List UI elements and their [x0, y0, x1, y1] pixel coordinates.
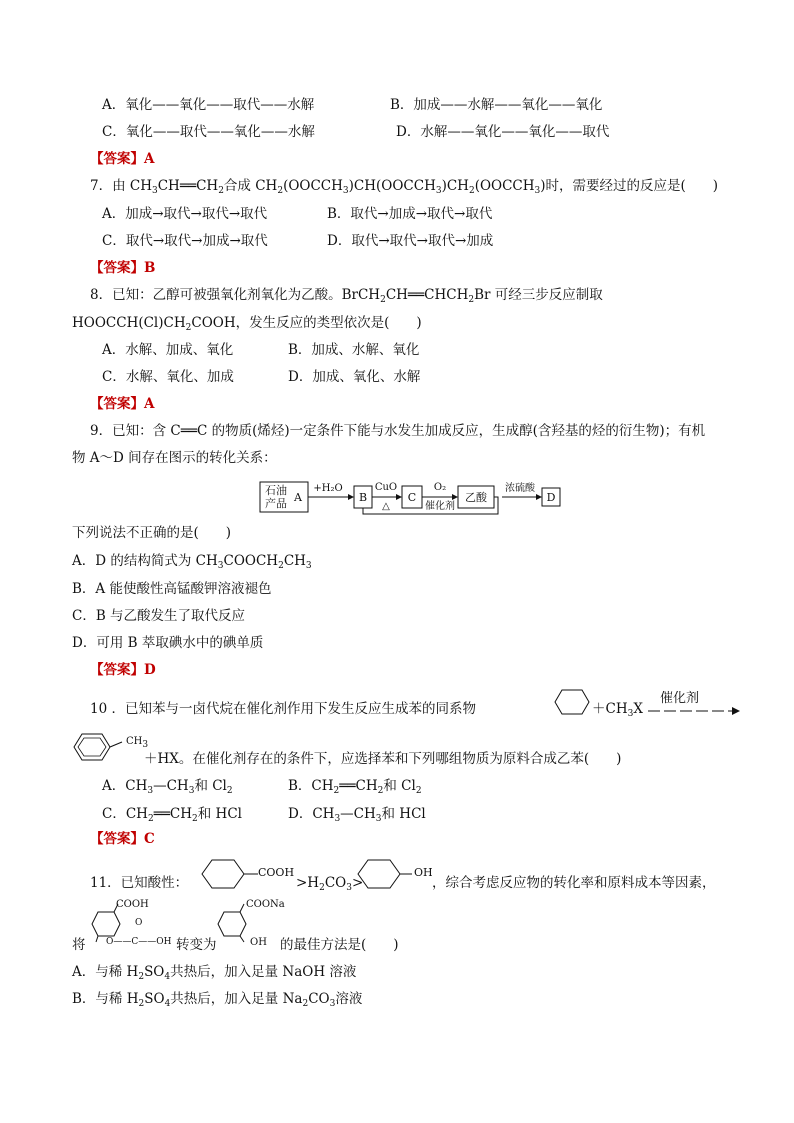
- box-c-label: C: [407, 491, 417, 504]
- q9-question: 下列说法不正确的是( ): [72, 525, 232, 541]
- q10-catalyst-label: 催化剂: [660, 691, 700, 706]
- aspirin-carbonyl-o: O: [135, 918, 143, 928]
- q8-option-d: D．加成、氧化、水解: [288, 369, 421, 385]
- q8-option-c: C．水解、氧化、加成: [102, 369, 234, 385]
- q10-reagent: $+CH_3X$: [592, 701, 643, 719]
- q7-option-d: D．取代→取代→取代→加成: [327, 233, 494, 249]
- q7-option-c: C．取代→取代→加成→取代: [102, 233, 268, 249]
- q10-stem-line1: 10 ．已知苯与一卤代烷在催化剂作用下发生反应生成苯的同系物: [90, 701, 476, 717]
- q11-stem-line2-tail: 的最佳方法是( ): [280, 937, 399, 953]
- q9-stem-line1: 9．已知：含 C══C 的物质(烯烃)一定条件下能与水发生加成反应，生成醇(含羟基的烃的衍生物)；有机: [90, 423, 706, 439]
- q6-option-c: C．氧化——取代——氧化——水解: [102, 124, 315, 140]
- q6-option-b: B．加成——水解——氧化——氧化: [390, 97, 603, 113]
- q10-stem-line2: ＋HX。在催化剂存在的条件下，应选择苯和下列哪组物质为原料合成乙苯( ): [144, 751, 622, 767]
- arrow3-bottom: 催化剂: [425, 501, 455, 512]
- box-b-label: B: [358, 491, 368, 504]
- salicylate-coona: COONa: [246, 899, 285, 910]
- q10-methyl-label: $CH_3$: [126, 736, 149, 750]
- q7-option-b: B．取代→加成→取代→取代: [327, 206, 493, 222]
- q9-answer: 【答案】D: [90, 662, 156, 678]
- q8-answer: 【答案】A: [90, 396, 155, 412]
- benzoic-acid-structure-icon: [200, 856, 260, 890]
- q9-option-b: B．A 能使酸性高锰酸钾溶液褪色: [72, 581, 272, 597]
- box-d-label: D: [546, 491, 556, 504]
- arrow4-label: 浓硫酸: [505, 483, 535, 494]
- phenol-structure-icon: [356, 856, 416, 890]
- q11-acidity-order: $>H_2CO_3>$: [296, 875, 364, 893]
- arrow1-label: +H₂O: [313, 483, 343, 494]
- q9-stem-line2: 物 A～D 间存在图示的转化关系：: [72, 450, 277, 466]
- q8-option-a: A．水解、加成、氧化: [102, 342, 234, 358]
- phenol-oh: OH: [414, 866, 433, 879]
- box-a-label: A: [294, 491, 302, 504]
- arrow3-top: O₂: [433, 482, 447, 493]
- q7-stem: 7．由 $CH_3CH══CH_2$合成 $CH_2(OOCCH_3)CH(OOCCH_3)CH_2(OOCCH_3)$时，需要经过的反应是( ): [90, 178, 719, 196]
- q9-conversion-diagram: [258, 476, 568, 516]
- benzoic-acid-cooh: COOH: [258, 866, 295, 879]
- q8-stem-line1: 8．已知：乙醇可被强氧化剂氧化为乙酸。$BrCH_2CH══CHCH_2Br$ 可经三步反应制取: [90, 287, 603, 305]
- q9-option-d: D．可用 B 萃取碘水中的碘单质: [72, 635, 264, 651]
- q9-option-a: A．D 的结构简式为 $CH_3COOCH_2CH_3$: [72, 553, 312, 571]
- box-a-bottom: 产品: [265, 497, 287, 510]
- q10-option-b: B．$CH_2══CH_2$和 $Cl_2$: [288, 778, 422, 796]
- benzene-icon: [553, 688, 591, 716]
- q7-option-a: A．加成→取代→取代→取代: [102, 206, 268, 222]
- q8-option-b: B．加成、水解、氧化: [288, 342, 420, 358]
- salicylate-oh: OH: [250, 937, 267, 948]
- arrow2-top: CuO: [374, 482, 398, 493]
- reaction-arrow-icon: [646, 705, 742, 717]
- q10-option-a: A．$CH_3—CH_3$和 $Cl_2$: [102, 778, 233, 796]
- q9-option-c: C．B 与乙酸发生了取代反应: [72, 608, 246, 624]
- aspirin-ester-chain: O——C——OH: [106, 937, 172, 947]
- q8-stem-line2: $HOOCCH(Cl)CH_2COOH$，发生反应的类型依次是( ): [72, 315, 422, 333]
- q10-option-c: C．$CH_2══CH_2$和 HCl: [102, 806, 242, 824]
- q11-jiang: 将: [72, 937, 86, 953]
- aspirin-cooh: COOH: [116, 899, 149, 910]
- q6-option-d: D．水解——氧化——氧化——取代: [396, 124, 610, 140]
- q11-stem-tail: ，综合考虑反应物的转化率和原料成本等因素，: [432, 875, 716, 891]
- q11-zhuan: 转变为: [176, 937, 217, 953]
- q7-answer: 【答案】B: [90, 260, 156, 276]
- q11-option-b: B．与稀 $H_2SO_4$共热后，加入足量 $Na_2CO_3$溶液: [72, 991, 363, 1009]
- box-a-top: 石油: [265, 484, 287, 497]
- q11-stem-lead: 11．已知酸性：: [90, 875, 189, 891]
- q11-option-a: A．与稀 $H_2SO_4$共热后，加入足量 NaOH 溶液: [72, 964, 357, 982]
- q10-option-d: D．$CH_3—CH_3$和 HCl: [288, 806, 426, 824]
- box-acetic-acid-label: 乙酸: [465, 491, 487, 504]
- q6-option-a: A．氧化——氧化——取代——水解: [102, 97, 315, 113]
- q10-answer: 【答案】C: [90, 831, 155, 847]
- q6-answer: 【答案】A: [90, 151, 155, 167]
- arrow2-bottom: △: [382, 501, 390, 512]
